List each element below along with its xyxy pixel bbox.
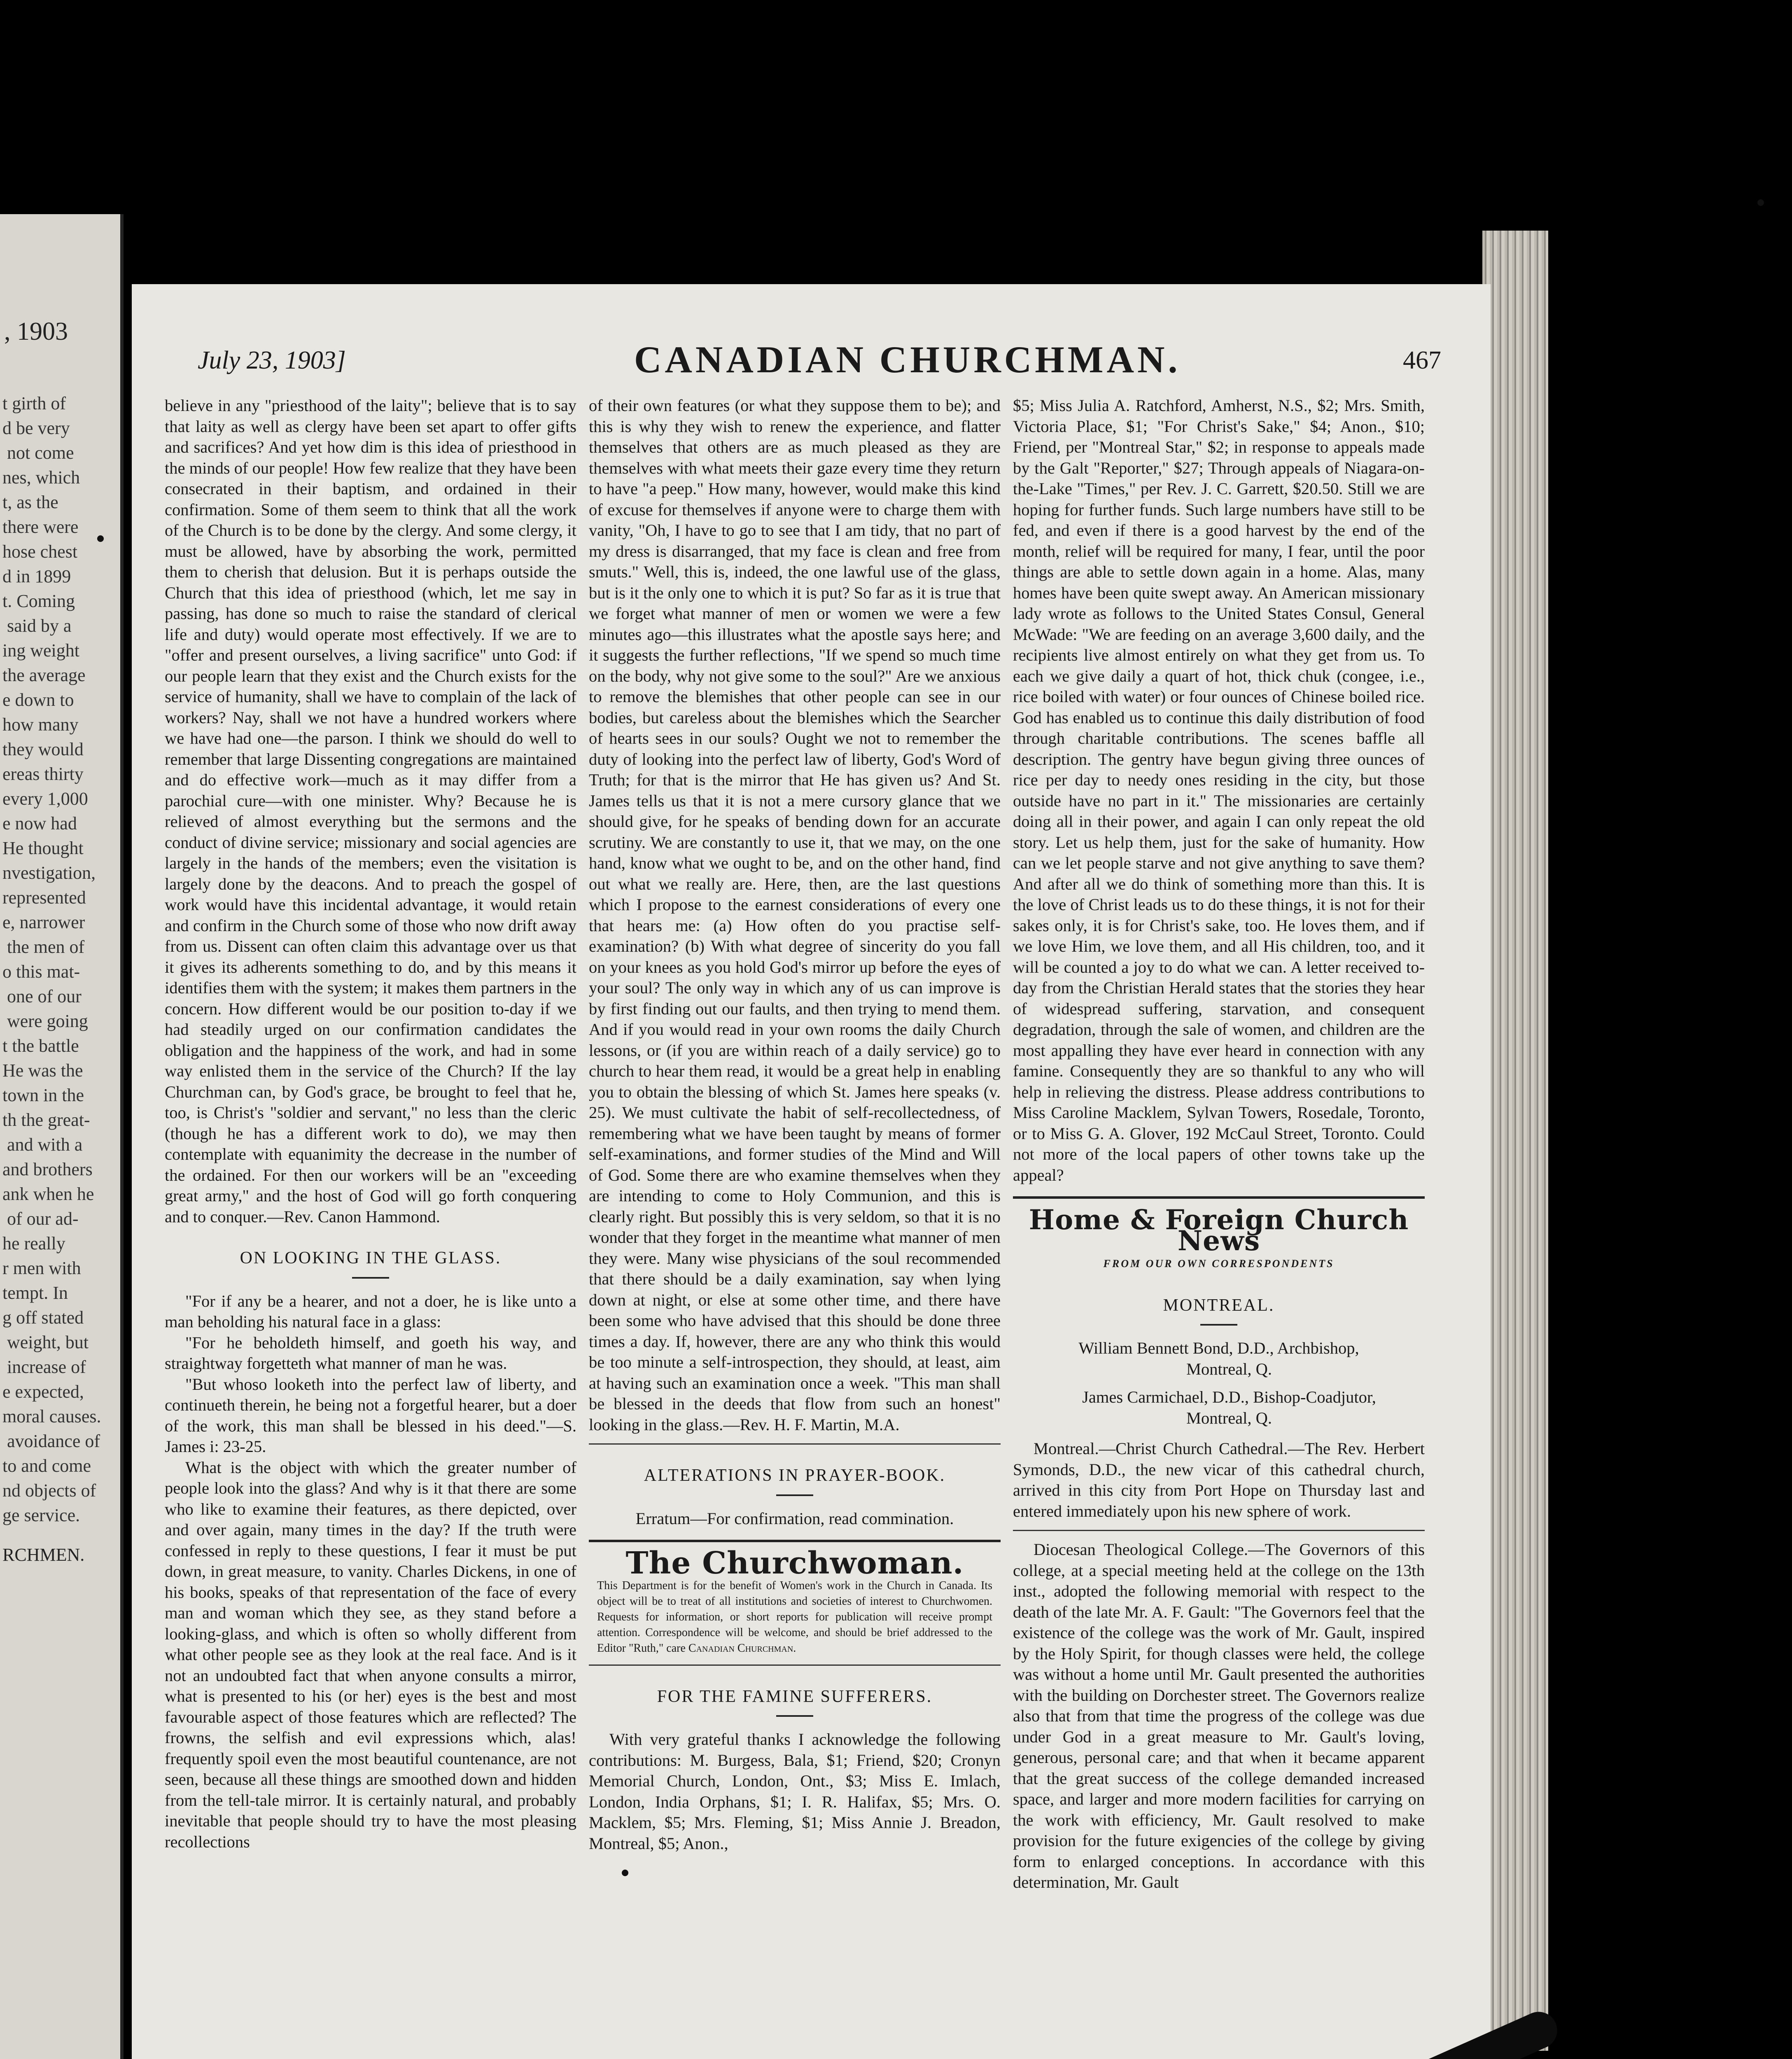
facing-page-line: moral causes. — [2, 1406, 101, 1426]
facing-page-line: ank when he — [2, 1184, 94, 1204]
facing-page-line: and brothers — [2, 1159, 93, 1179]
news-section-subtitle: FROM OUR OWN CORRESPONDENTS — [1103, 1258, 1335, 1270]
facing-page-line: e down to — [2, 690, 74, 710]
facing-page-line: of our ad- — [2, 1209, 79, 1229]
facing-page-line: g off stated — [2, 1307, 84, 1328]
facing-page-line: the men of — [2, 937, 85, 957]
facing-page-line: t, as the — [2, 492, 58, 512]
facing-page-fragment — [0, 214, 124, 2059]
facing-page-line: not come — [2, 443, 74, 463]
article-text: of their own features (or what they suppose them to be); and this is why they wish to renew the experience, and flatter themselves that others are as much pleased as they are themselves with what meets their gaze every time they return to have "a peep." How many, however, would make this kind of excuse for themselves if anyone were to charge them with vanity, "Oh, I have to go to see that I am tidy, that no part of my dress is disarranged, that my face is clean and free from smuts." Well, this is, indeed, the one lawful use of the glass, but is it the only one to which it is put? So far as it is true that we forget what manner of men or women we were a few minutes ago—this illustrates what the apostle says here; and it suggests the further reflections, "If we spend so much time on the body, why not give some to the soul?" Are we anxious to remove the blemishes that other people can see in our bodies, but careless about the blemishes which the Searcher of hearts sees in our souls? Ought we not to remember the duty of looking into the perfect law of liberty, God's Word of Truth; for that is the mirror that He has given us? And St. James tells us that it is not a mere cursory glance that we should give, for he speaks of bending down for an accurate scrutiny. We are constantly to use it, that we may, on the one hand, know what we ought to be, and on the other hand, find out what we really are. Here, then, are the last questions which I propose to the earnest considerations of every one that hears me: (a) How often do you practise self-examination? (b) With what degree of sincerity do you fall on your knees as you hold God's mirror up before the eyes of your soul? The only way in which any of us can improve is by first finding out our faults, and then trying to mend them. And if you would read in your own rooms the daily Church lessons, or (if you are within reach of a daily service) go to church to hear them read, it would be a great help in enabling you to obtain the blessing of which St. James here speaks (v. 25). We must cultivate the habit of self-recollectedness, of remembering what we have been taught by means of former self-examinations, and former studies of the Mind and Will of God. Some there are who examine themselves when they are intending to come to Holy Communion, and this is clearly right. But possibly this is very seldom, so that it is no wonder that they forget in the meantime what manner of men they were. Many wise physicians of the soul recommended that there should be a daily examination, say when lying down at night, or else at some other time, and there have been some who have advised that this should be done three times a day. If, however, there are any who think this would be too minute a self-introspection, they should, at least, aim at having such an examination once a week. "This man shall be blessed in the deeds that flow from such an honest" looking in the glass.—Rev. H. F. Martin, M.A. — [589, 396, 1001, 1434]
facing-page-line: tempt. In — [2, 1283, 68, 1303]
facing-page-line: to and come — [2, 1456, 91, 1476]
facing-page-heading: RCHMEN. — [2, 1545, 85, 1565]
clergy-line: Montreal, Q. — [1186, 1408, 1272, 1427]
facing-page-line: town in the — [2, 1085, 84, 1105]
newspaper-page — [132, 284, 1491, 2059]
facing-page-line: He thought — [2, 838, 84, 858]
facing-page-line: one of our — [2, 986, 82, 1006]
facing-page-line: t. Coming — [2, 591, 75, 611]
divider — [1200, 1324, 1237, 1326]
verse-line: "For he beholdeth himself, and goeth his way, and straightway forgetteth what manner of man he was. — [165, 1333, 576, 1373]
article-text: believe in any "priesthood of the laity"; believe that is to say that laity as well as clergy have been set apart to offer gifts and sacrifices? And yet how dim is this idea of priesthood in the minds of our people! How few realize that they have been consecrated in their baptism, and ordained in their confirmation. Some of them seem to think that all the work of the Church is to be done by the clergy. And some clergy, it must be allowed, have by absorbing the work, permitted them to cherish that delusion. But it is perhaps outside the Church that this idea of priesthood (which, let me say in passing, has done so much to raise the standard of clerical life and duty) would operate most effectively. If we are to "offer and present ourselves, a living sacrifice" unto God: if our people learn that they exist and the Church exists for the service of humanity, shall we have to complain of the lack of workers? Nay, shall we not have a hundred workers where we have had one—the parson. I think we should do well to remember that large Dissenting congregations are maintained and do effective work—much as it may differ from a parochial cure—with one minister. Why? Because he is relieved of almost everything but the sermons and the conduct of divine service; missionary and social agencies are largely in the hands of the members; even the visitation is largely done by the deacons. And to preach the gospel of work would have this incidental advantage, it would retain and confirm in the Church some of those who now drift away from us. Dissent can often claim this advantage over us that it gives its adherents something to do, and by this means it identifies them with the system; it makes them partners in the concern. How different would be our position to-day if we had steadily urged on our confirmation candidates the obligation and the happiness of the work, and had in some way enlisted them in the service of the Church? If the lay Churchman can, by God's grace, be brought to feel that he, too, is Christ's "soldier and servant," no less than the cleric (though he has a different work to do), we may then contemplate with equanimity the decrease in the number of the ordained. For then our workers will be an "exceeding great army," and the host of God will go forth conquering and to conquer.—Rev. Canon Hammond. — [165, 396, 576, 1226]
news-item: Montreal.—Christ Church Cathedral.—The Rev. Herbert Symonds, D.D., the new vicar of this cathedral church, arrived in this city from Port Hope on Thursday last and entered immediately upon his new sphere of work. — [1013, 1439, 1425, 1520]
facing-page-line: e, narrower — [2, 912, 85, 932]
clergy-line: James Carmichael, D.D., Bishop-Coadjutor, — [1082, 1388, 1376, 1406]
facing-page-line: e expected, — [2, 1382, 84, 1402]
facing-page-text — [2, 391, 122, 1528]
facing-page-line: there were — [2, 517, 79, 537]
divider — [589, 1443, 1001, 1445]
speck — [97, 535, 104, 542]
article-text: What is the object with which the greater number of people look into the glass? And why is it that there are some who like to examine their features, as there depicted, over and over again, many times in the day? If the truth were confessed in reply to these questions, I fear it must be put down, in great measure, to vanity. Charles Dickens, in one of his books, speaks of that representation of the face of every man and woman which they see, as they stand before a looking-glass, and which is often so wholly different from what other people see as they look at the real face. And is it not an undoubted fact that when anyone consults a mirror, what is presented to his (or her) eyes is the best and most favourable aspect of those features which are reflected? The frowns, the selfish and evil expressions which, alas! frequently spoil even the most beautiful countenance, are not seen, because all these things are smoothed down and hidden from the tell-tale mirror. It is certainly natural, and probably inevitable that people should try to have the most pleasing recollections — [165, 1458, 576, 1851]
section-heading: ALTERATIONS IN PRAYER-BOOK. — [644, 1466, 946, 1485]
divider — [1013, 1530, 1425, 1531]
verse-line: "But whoso looketh into the perfect law of liberty, and continueth therein, he being not a forgetful hearer, but a doer of the work, this man shall be blessed in his deed."—S. James i: 23-25. — [165, 1375, 576, 1456]
facing-page-line: th the great- — [2, 1110, 90, 1130]
divider — [776, 1494, 813, 1496]
divider — [1013, 1196, 1425, 1199]
running-head — [198, 338, 1454, 387]
facing-page-line: e now had — [2, 813, 77, 833]
erratum-text: Erratum—For confirmation, read commination. — [635, 1509, 954, 1528]
facing-page-line: r men with — [2, 1258, 81, 1278]
facing-page-line: every 1,000 — [2, 789, 88, 809]
news-item: Diocesan Theological College.—The Governors of this college, at a special meeting held at the college on the 13th inst., adopted the following memorial with respect to the death of the late Mr. A. F. Gault: "The Governors feel that the existence of the college was the work of Mr. Gault, inspired by the Holy Spirit, for though classes were held, the college was without a home until Mr. Gault presented the authorities with the building on Dorchester street. The Governors realize also that from that time the progress of the college was due under God in a great measure to Mr. Gault's loving, generous, personal care; and that when it became apparent that the great success of the college demanded increased space, and larger and more modern facilities for carrying on the work with efficiency, Mr. Gault resolved to make provision for the future exigencies of the college by giving form to enlarged conceptions. In accordance with this determination, Mr. Gault — [1013, 1540, 1425, 1891]
facing-page-date: , 1903 — [4, 317, 68, 346]
issue-date: July 23, 1903] — [198, 346, 346, 374]
facing-page-line: how many — [2, 714, 79, 735]
verse-line: "For if any be a hearer, and not a doer, he is like unto a man beholding his natural face in a glass: — [165, 1291, 576, 1331]
facing-page-line: hose chest — [2, 542, 78, 562]
divider — [352, 1277, 389, 1279]
facing-page-line: nd objects of — [2, 1480, 96, 1501]
clergy-line: Montreal, Q. — [1186, 1359, 1272, 1378]
divider — [589, 1540, 1001, 1542]
facing-page-line: o this mat- — [2, 962, 80, 982]
article-text: With very grateful thanks I acknowledge the following contributions: M. Burgess, Bala, $1; Friend, $20; Cronyn Memorial Church, London, Ont., $3; Miss E. Imlach, London, India Orphans, $1; I. R. Halifax, $5; Mrs. O. Macklem, $5; Mrs. Fleming, $1; Miss Annie J. Breadon, Montreal, $5; Anon., — [589, 1730, 1001, 1853]
facing-page-line: He was the — [2, 1060, 83, 1081]
facing-page-line: ge service. — [2, 1505, 80, 1525]
scripture-quote — [165, 1291, 576, 1457]
news-section-title: Home & Foreign Church News — [1029, 1204, 1409, 1257]
department-title: The Churchwoman. — [625, 1545, 964, 1581]
section-heading: ON LOOKING IN THE GLASS. — [240, 1249, 502, 1268]
section-heading: FOR THE FAMINE SUFFERERS. — [657, 1687, 933, 1706]
facing-page-line: avoidance of — [2, 1431, 100, 1451]
divider — [589, 1664, 1001, 1666]
facing-page-line: nes, which — [2, 467, 80, 488]
facing-page-line: and with a — [2, 1135, 83, 1155]
facing-page-line: increase of — [2, 1357, 86, 1377]
page-edges — [1482, 231, 1548, 2051]
facing-page-line: said by a — [2, 616, 72, 636]
facing-page-line: d be very — [2, 418, 70, 438]
column-2 — [589, 395, 1001, 1854]
facing-page-line: he really — [2, 1233, 65, 1254]
facing-page-line: were going — [2, 1011, 88, 1031]
article-text: $5; Miss Julia A. Ratchford, Amherst, N.S., $2; Mrs. Smith, Victoria Place, $1; "For Christ's Sake," $4; Anon., $10; Friend, per "Montreal Star," $2; in response to appeals made by the Galt "Reporter," $27; Through appeals of Niagara-on-the-Lake "Times," per Rev. J. C. Garrett, $20.50. Still we are hoping for further funds. Such large numbers have still to be fed, and even if there is a good harvest by the end of the month, relief will be required for many, I fear, until the poor things are able to settle down again in a home. Alas, many homes have been quite swept away. An American missionary lady wrote as follows to the United States Consul, General McWade: "We are feeding on an average 3,600 daily, and the recipients live almost entirely on what they get from us. To each we give daily a quart of hot, thick chuk (congee, i.e., rice boiled with water) or four ounces of Chinese boiled rice. God has enabled us to continue this daily distribution of food through charitable contributions. The scenes baffle all description. The gentry have begun giving three ounces of rice per day to needy ones residing in the city, but those outside have no part in it." The missionaries are certainly doing all in their power, and again I can only repeat the old story. Let us help them, just for the sake of humanity. How can we let people starve and not give anything to save them? And after all we do think of something more than this. It is the love of Christ leads us to do these things, it is not for their sakes only, it is for Christ's sake, too. He loves them, and if we love Him, we love them, and all His children, too, and it will be counted a joy to do what we can. A letter received to-day from the Christian Herald states that the stories they hear of widespread suffering, starvation, and consequent degradation, through the sale of women, and children are the most appalling they have ever heard in connection with any famine. Consequently they are so thankful to any who will help in relieving the distress. Please address contributions to Miss Caroline Macklem, Sylvan Towers, Rosedale, Toronto, or to Miss G. A. Glover, 192 McCaul Street, Toronto. Could not more of the local papers of other towns take up the appeal? — [1013, 396, 1425, 1184]
notice-signature: Canadian Churchman. — [688, 1641, 796, 1655]
facing-page-line: ereas thirty — [2, 764, 84, 784]
facing-page-line: ing weight — [2, 640, 79, 661]
facing-page-line: t the battle — [2, 1036, 79, 1056]
column-1 — [165, 395, 576, 1852]
facing-page-line: d in 1899 — [2, 566, 71, 586]
facing-page-line: t girth of — [2, 393, 66, 413]
masthead-title: CANADIAN CHURCHMAN. — [634, 338, 1181, 381]
facing-page-line: represented — [2, 887, 86, 908]
notice-text: This Department is for the benefit of Women's work in the Church in Canada. Its object will be to treat of all institutions and societies of interest to Churchwomen. Requests for information, or short reports for publication will receive prompt attention. Correspondence will be welcome, and should be brief addressed to the Editor "Ruth," care — [597, 1579, 992, 1655]
facing-page-line: the average — [2, 665, 86, 685]
facing-page-line: they would — [2, 739, 84, 759]
speck — [622, 1870, 628, 1876]
facing-page-line: weight, but — [2, 1332, 89, 1352]
column-3 — [1013, 395, 1425, 1893]
page-number: 467 — [1403, 346, 1441, 374]
clergy-line: William Bennett Bond, D.D., Archbishop, — [1078, 1339, 1359, 1357]
speck — [1757, 199, 1764, 206]
facing-page-line: nvestigation, — [2, 863, 96, 883]
department-notice — [589, 1578, 1001, 1656]
diocese-heading: MONTREAL. — [1163, 1296, 1275, 1315]
divider — [776, 1715, 813, 1717]
